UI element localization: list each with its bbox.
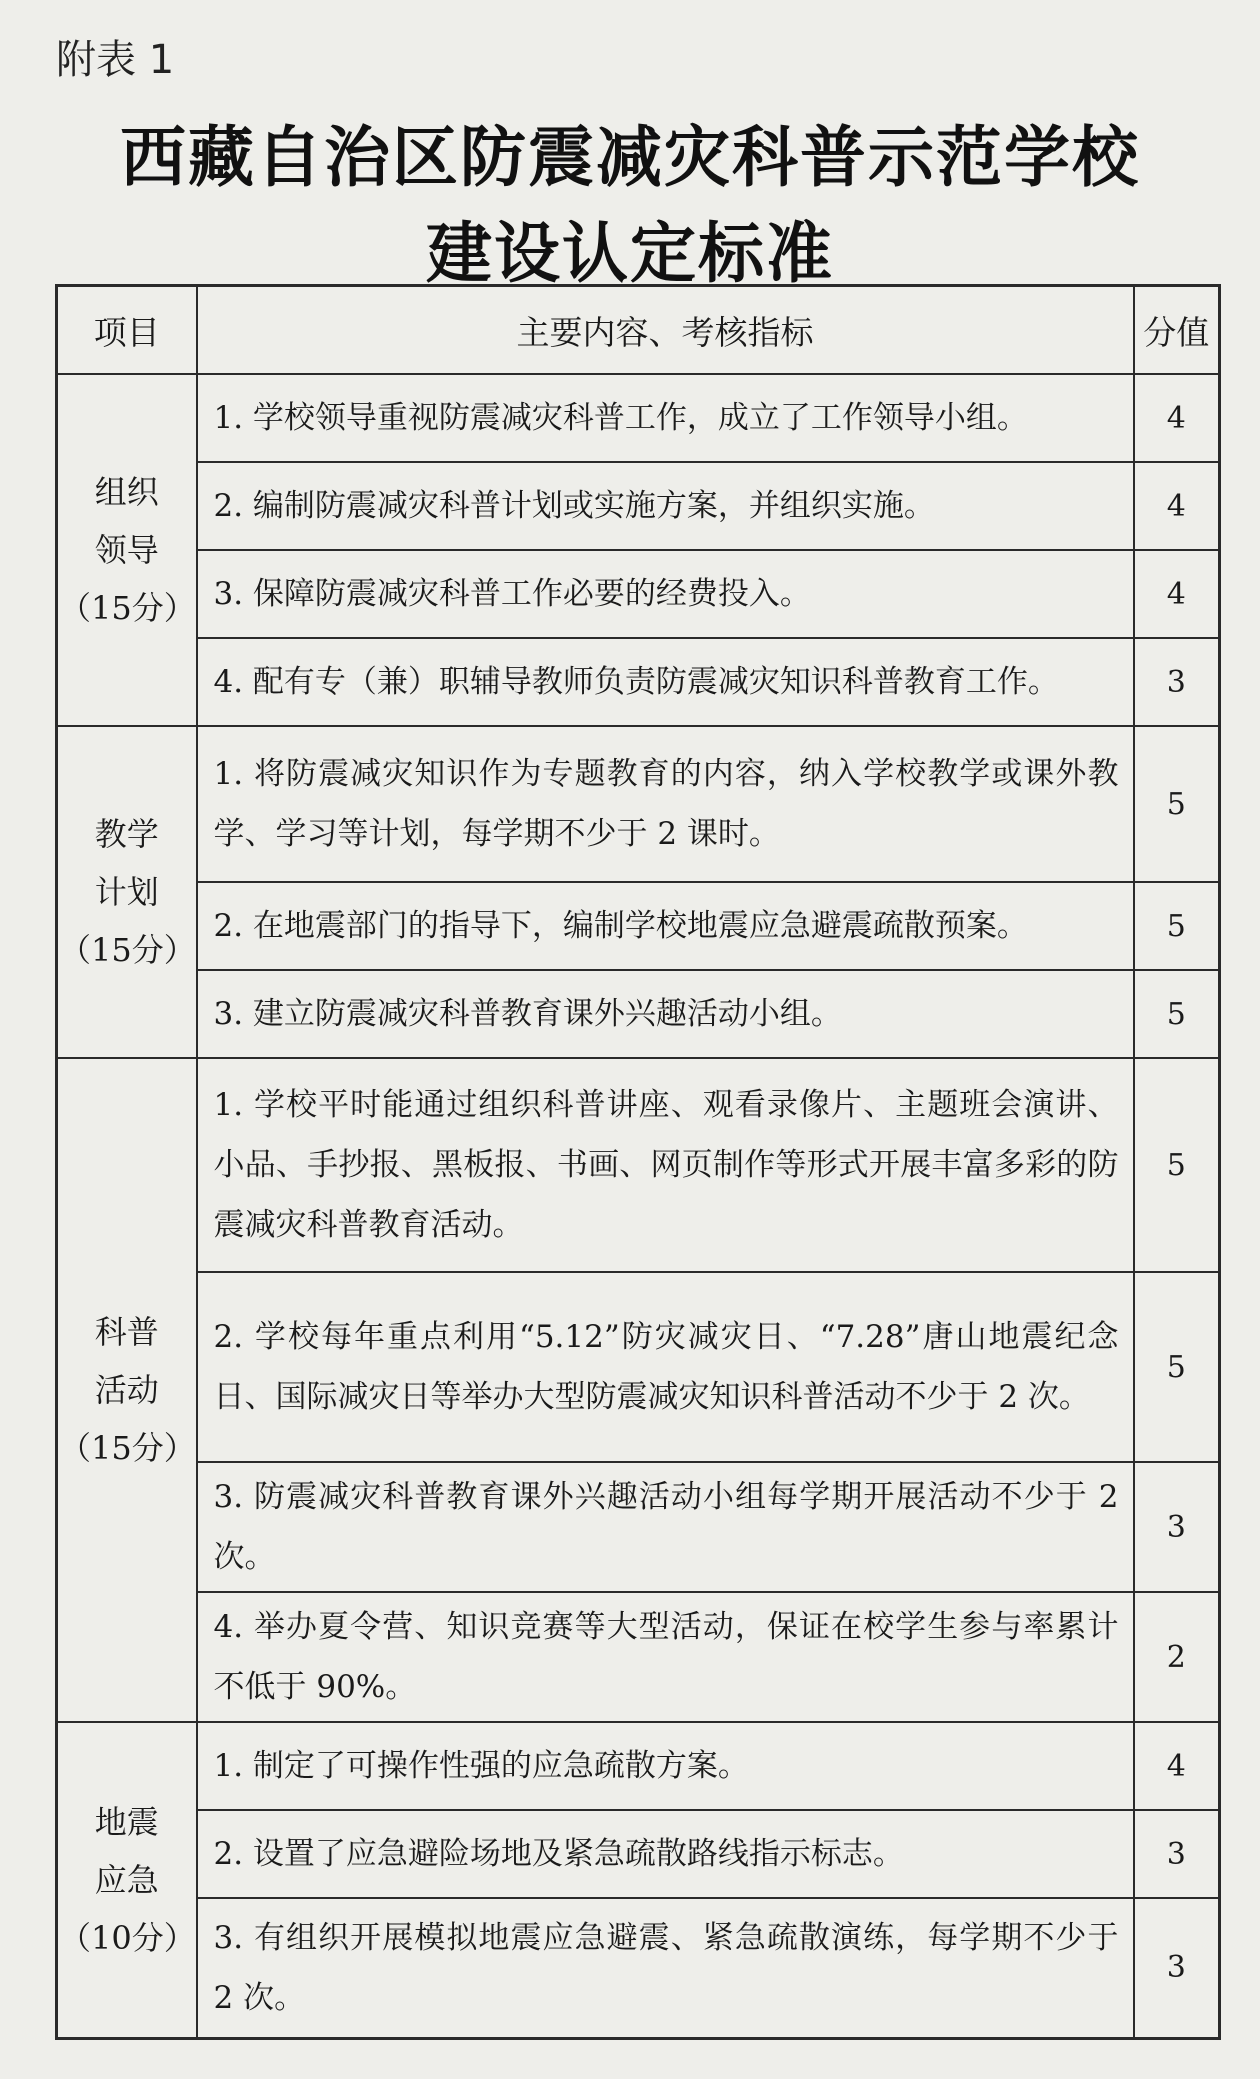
section-teaching-plan [57,726,197,1058]
criterion-text: 3. 建立防震减灾科普教育课外兴趣活动小组。 [197,970,1134,1058]
appendix-label: 附表 1 [56,37,175,83]
section-name: 计划 [94,873,159,911]
table-row [57,638,1220,726]
section-name: 应急 [94,1860,159,1899]
criterion-text: 3. 防震减灾科普教育课外兴趣活动小组每学期开展活动不少于 2 次。 [197,1462,1134,1592]
table-row [57,1462,1220,1592]
table-row [57,1722,1220,1810]
criterion-score: 5 [1134,1058,1220,1272]
table-row [57,374,1220,462]
section-science-activities [57,1058,197,1722]
criterion-text: 3. 保障防震减灾科普工作必要的经费投入。 [197,550,1134,638]
criterion-score: 4 [1134,1722,1220,1810]
criterion-score: 5 [1134,970,1220,1058]
table-row [57,1058,1220,1272]
criterion-score: 3 [1134,1898,1220,2038]
section-points: （15分） [59,589,196,627]
criterion-text: 4. 举办夏令营、知识竞赛等大型活动，保证在校学生参与率累计不低于 90%。 [197,1592,1134,1722]
section-name: 组织 [94,473,159,511]
criterion-text: 2. 设置了应急避险场地及紧急疏散路线指示标志。 [197,1810,1134,1898]
criterion-text: 1. 制定了可操作性强的应急疏散方案。 [197,1722,1134,1810]
section-name: 领导 [94,531,159,569]
section-earthquake-emergency [57,1722,197,2038]
criterion-score: 2 [1134,1592,1220,1722]
section-name: 教学 [94,815,159,853]
header-score: 分值 [1134,286,1220,375]
criterion-score: 4 [1134,374,1220,462]
table-row [57,462,1220,550]
criterion-text: 4. 配有专（兼）职辅导教师负责防震减灾知识科普教育工作。 [197,638,1134,726]
criterion-text: 1. 学校领导重视防震减灾科普工作，成立了工作领导小组。 [197,374,1134,462]
criterion-score: 5 [1134,726,1220,882]
criterion-text: 2. 在地震部门的指导下，编制学校地震应急避震疏散预案。 [197,882,1134,970]
criterion-score: 3 [1134,1810,1220,1898]
table-row [57,970,1220,1058]
section-points: （10分） [59,1918,196,1957]
section-name: 地震 [94,1802,159,1841]
table-row [57,1898,1220,2038]
section-points: （15分） [59,1429,196,1467]
section-name: 科普 [94,1313,159,1351]
criterion-score: 4 [1134,462,1220,550]
table-row [57,1272,1220,1462]
header-project: 项目 [57,286,197,375]
criterion-text: 2. 学校每年重点利用“5.12”防灾减灾日、“7.28”唐山地震纪念日、国际减灾日等举办大型防震减灾知识科普活动不少于 2 次。 [197,1272,1134,1462]
section-points: （15分） [59,931,196,969]
table-row [57,726,1220,882]
table-row [57,1810,1220,1898]
criterion-text: 3. 有组织开展模拟地震应急避震、紧急疏散演练，每学期不少于 2 次。 [197,1898,1134,2038]
criterion-score: 3 [1134,1462,1220,1592]
criterion-score: 5 [1134,1272,1220,1462]
table-row [57,550,1220,638]
table-row [57,882,1220,970]
section-name: 活动 [94,1371,159,1409]
criterion-text: 2. 编制防震减灾科普计划或实施方案，并组织实施。 [197,462,1134,550]
document-title-line2: 建设认定标准 [426,215,834,292]
document-title-line1: 西藏自治区防震减灾科普示范学校 [120,119,1140,196]
criterion-score: 3 [1134,638,1220,726]
table-header-row [57,286,1220,375]
criterion-score: 5 [1134,882,1220,970]
criteria-table [55,284,1221,2040]
table-row [57,1592,1220,1722]
criterion-text: 1. 将防震减灾知识作为专题教育的内容，纳入学校教学或课外教学、学习等计划，每学期不少于 2 课时。 [197,726,1134,882]
header-content: 主要内容、考核指标 [197,286,1134,375]
criterion-score: 4 [1134,550,1220,638]
criterion-text: 1. 学校平时能通过组织科普讲座、观看录像片、主题班会演讲、小品、手抄报、黑板报、书画、网页制作等形式开展丰富多彩的防震减灾科普教育活动。 [197,1058,1134,1272]
section-organization [57,374,197,726]
